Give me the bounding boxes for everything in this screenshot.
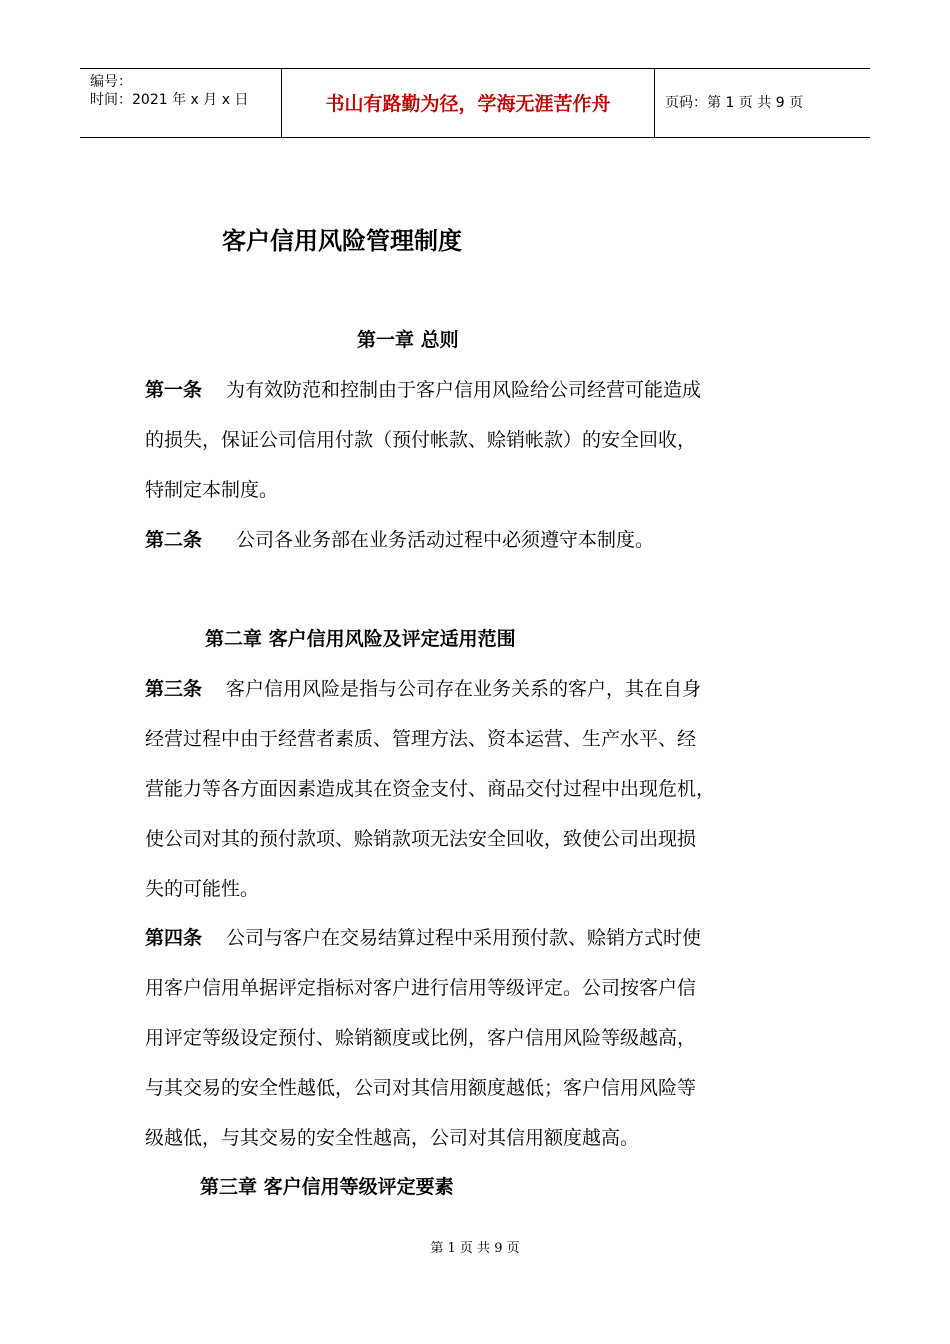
document-time-label: 时间：2021 年 x 月 x 日 [90,92,249,108]
article-4-line-1: 第四条 公司与客户在交易结算过程中采用预付款、赊销方式时使 [145,927,702,949]
chapter-1-title: 第一章 总则 [357,329,459,351]
article-4-line-3: 用评定等级设定预付、赊销额度或比例，客户信用风险等级越高， [145,1027,697,1049]
article-2-line-1: 第二条 公司各业务部在业务活动过程中必须遵守本制度。 [145,529,655,551]
article-4-line-5: 级越低，与其交易的安全性越高，公司对其信用额度越高。 [145,1127,640,1149]
article-3-label: 第三条 [145,678,203,700]
article-1-label: 第一条 [145,379,203,401]
article-3-line-5: 失的可能性。 [145,878,260,900]
page-footer: 第 1 页 共 9 页 [430,1241,520,1256]
header-page-cell [655,69,870,137]
document-title: 客户信用风险管理制度 [222,226,462,255]
document-number-label: 编号： [90,74,132,90]
article-4-label: 第四条 [145,927,203,949]
article-3-line-4: 使公司对其的预付款项、赊销款项无法安全回收，致使公司出现损 [145,828,697,850]
article-4-line-4: 与其交易的安全性越低，公司对其信用额度越低；客户信用风险等 [145,1077,697,1099]
article-2 [145,515,835,565]
article-1-line-2: 的损失，保证公司信用付款（预付帐款、赊销帐款）的安全回收， [145,429,697,451]
chapter-2-title: 第二章 客户信用风险及评定适用范围 [205,628,516,650]
chapter-3-title: 第三章 客户信用等级评定要素 [200,1176,454,1198]
article-3-line-1: 第三条 客户信用风险是指与公司存在业务关系的客户，其在自身 [145,678,702,700]
header-motto-cell [282,69,655,137]
article-3 [145,664,835,914]
article-3-line-2: 经营过程中由于经营者素质、管理方法、资本运营、生产水平、经 [145,728,697,750]
article-2-label: 第二条 [145,529,203,551]
article-1-line-3: 特制定本制度。 [145,479,279,501]
header-table [80,68,870,138]
article-3-line-3: 营能力等各方面因素造成其在资金支付、商品交付过程中出现危机， [145,778,716,800]
header-page-code: 页码：第 1 页 共 9 页 [665,95,804,111]
header-motto: 书山有路勤为径，学海无涯苦作舟 [325,93,611,115]
header-meta-cell [80,69,282,137]
article-1 [145,365,835,515]
article-4 [145,913,835,1163]
article-1-line-1: 第一条 为有效防范和控制由于客户信用风险给公司经营可能造成 [145,379,702,401]
article-4-line-2: 用客户信用单据评定指标对客户进行信用等级评定。公司按客户信 [145,977,697,999]
